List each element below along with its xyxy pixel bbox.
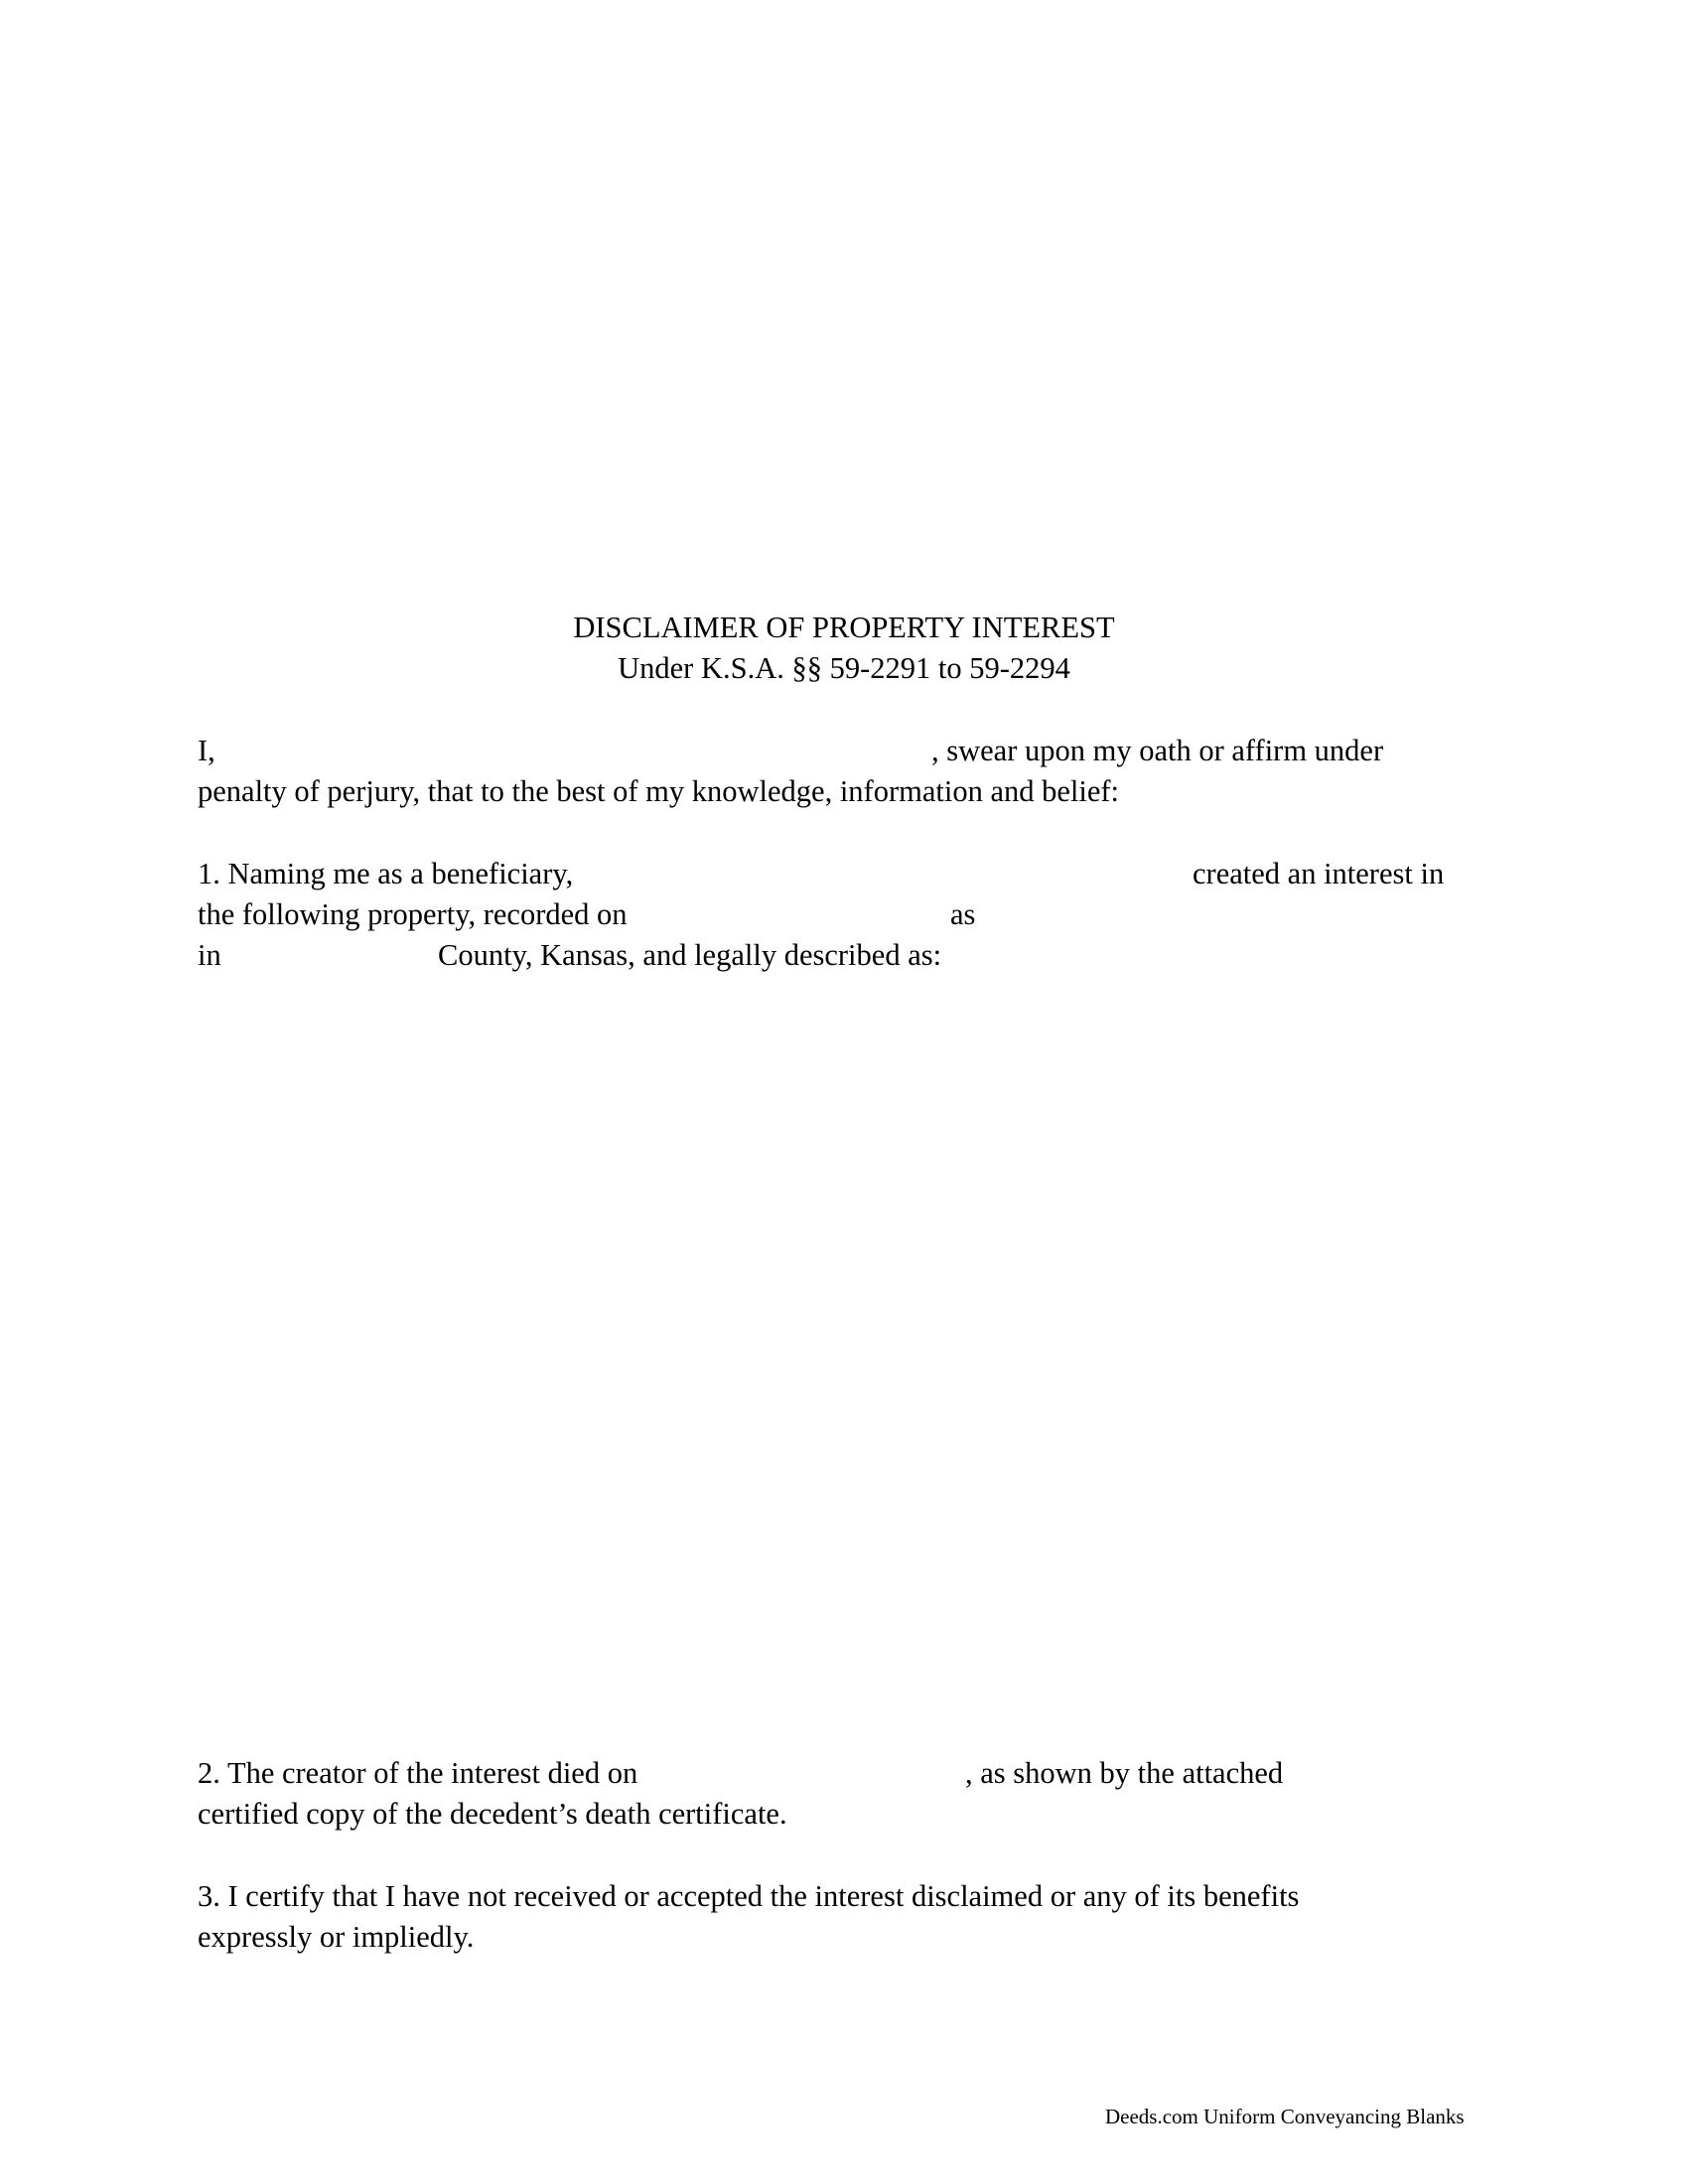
footer-credit: Deeds.com Uniform Conveyancing Blanks [1105, 2105, 1465, 2128]
item3-line1: 3. I certify that I have not received or accepted the interest disclaimed or any of its benefits [198, 1879, 1300, 1913]
item1-line3-end: County, Kansas, and legally described as: [438, 938, 942, 972]
oath-prefix: I, [198, 734, 215, 767]
item1-line3-start: in [198, 938, 221, 972]
item1-line2-end: as [950, 897, 976, 931]
item2-line1-start: 2. The creator of the interest died on [198, 1756, 638, 1790]
item1-line1-start: 1. Naming me as a beneficiary, [198, 857, 574, 890]
item2-line2: certified copy of the decedent’s death certificate. [198, 1797, 787, 1831]
item3-line2: expressly or impliedly. [198, 1920, 475, 1954]
item1-line1-end: created an interest in [1193, 857, 1445, 890]
document-title: DISCLAIMER OF PROPERTY INTEREST [573, 611, 1115, 644]
item1-line2-start: the following property, recorded on [198, 897, 628, 931]
oath-line2: penalty of perjury, that to the best of my knowledge, information and belief: [198, 774, 1120, 808]
document-subtitle: Under K.S.A. §§ 59-2291 to 59-2294 [618, 651, 1070, 685]
oath-line1-tail: , swear upon my oath or affirm under [931, 734, 1384, 767]
item2-line1-end: , as shown by the attached [965, 1756, 1284, 1790]
